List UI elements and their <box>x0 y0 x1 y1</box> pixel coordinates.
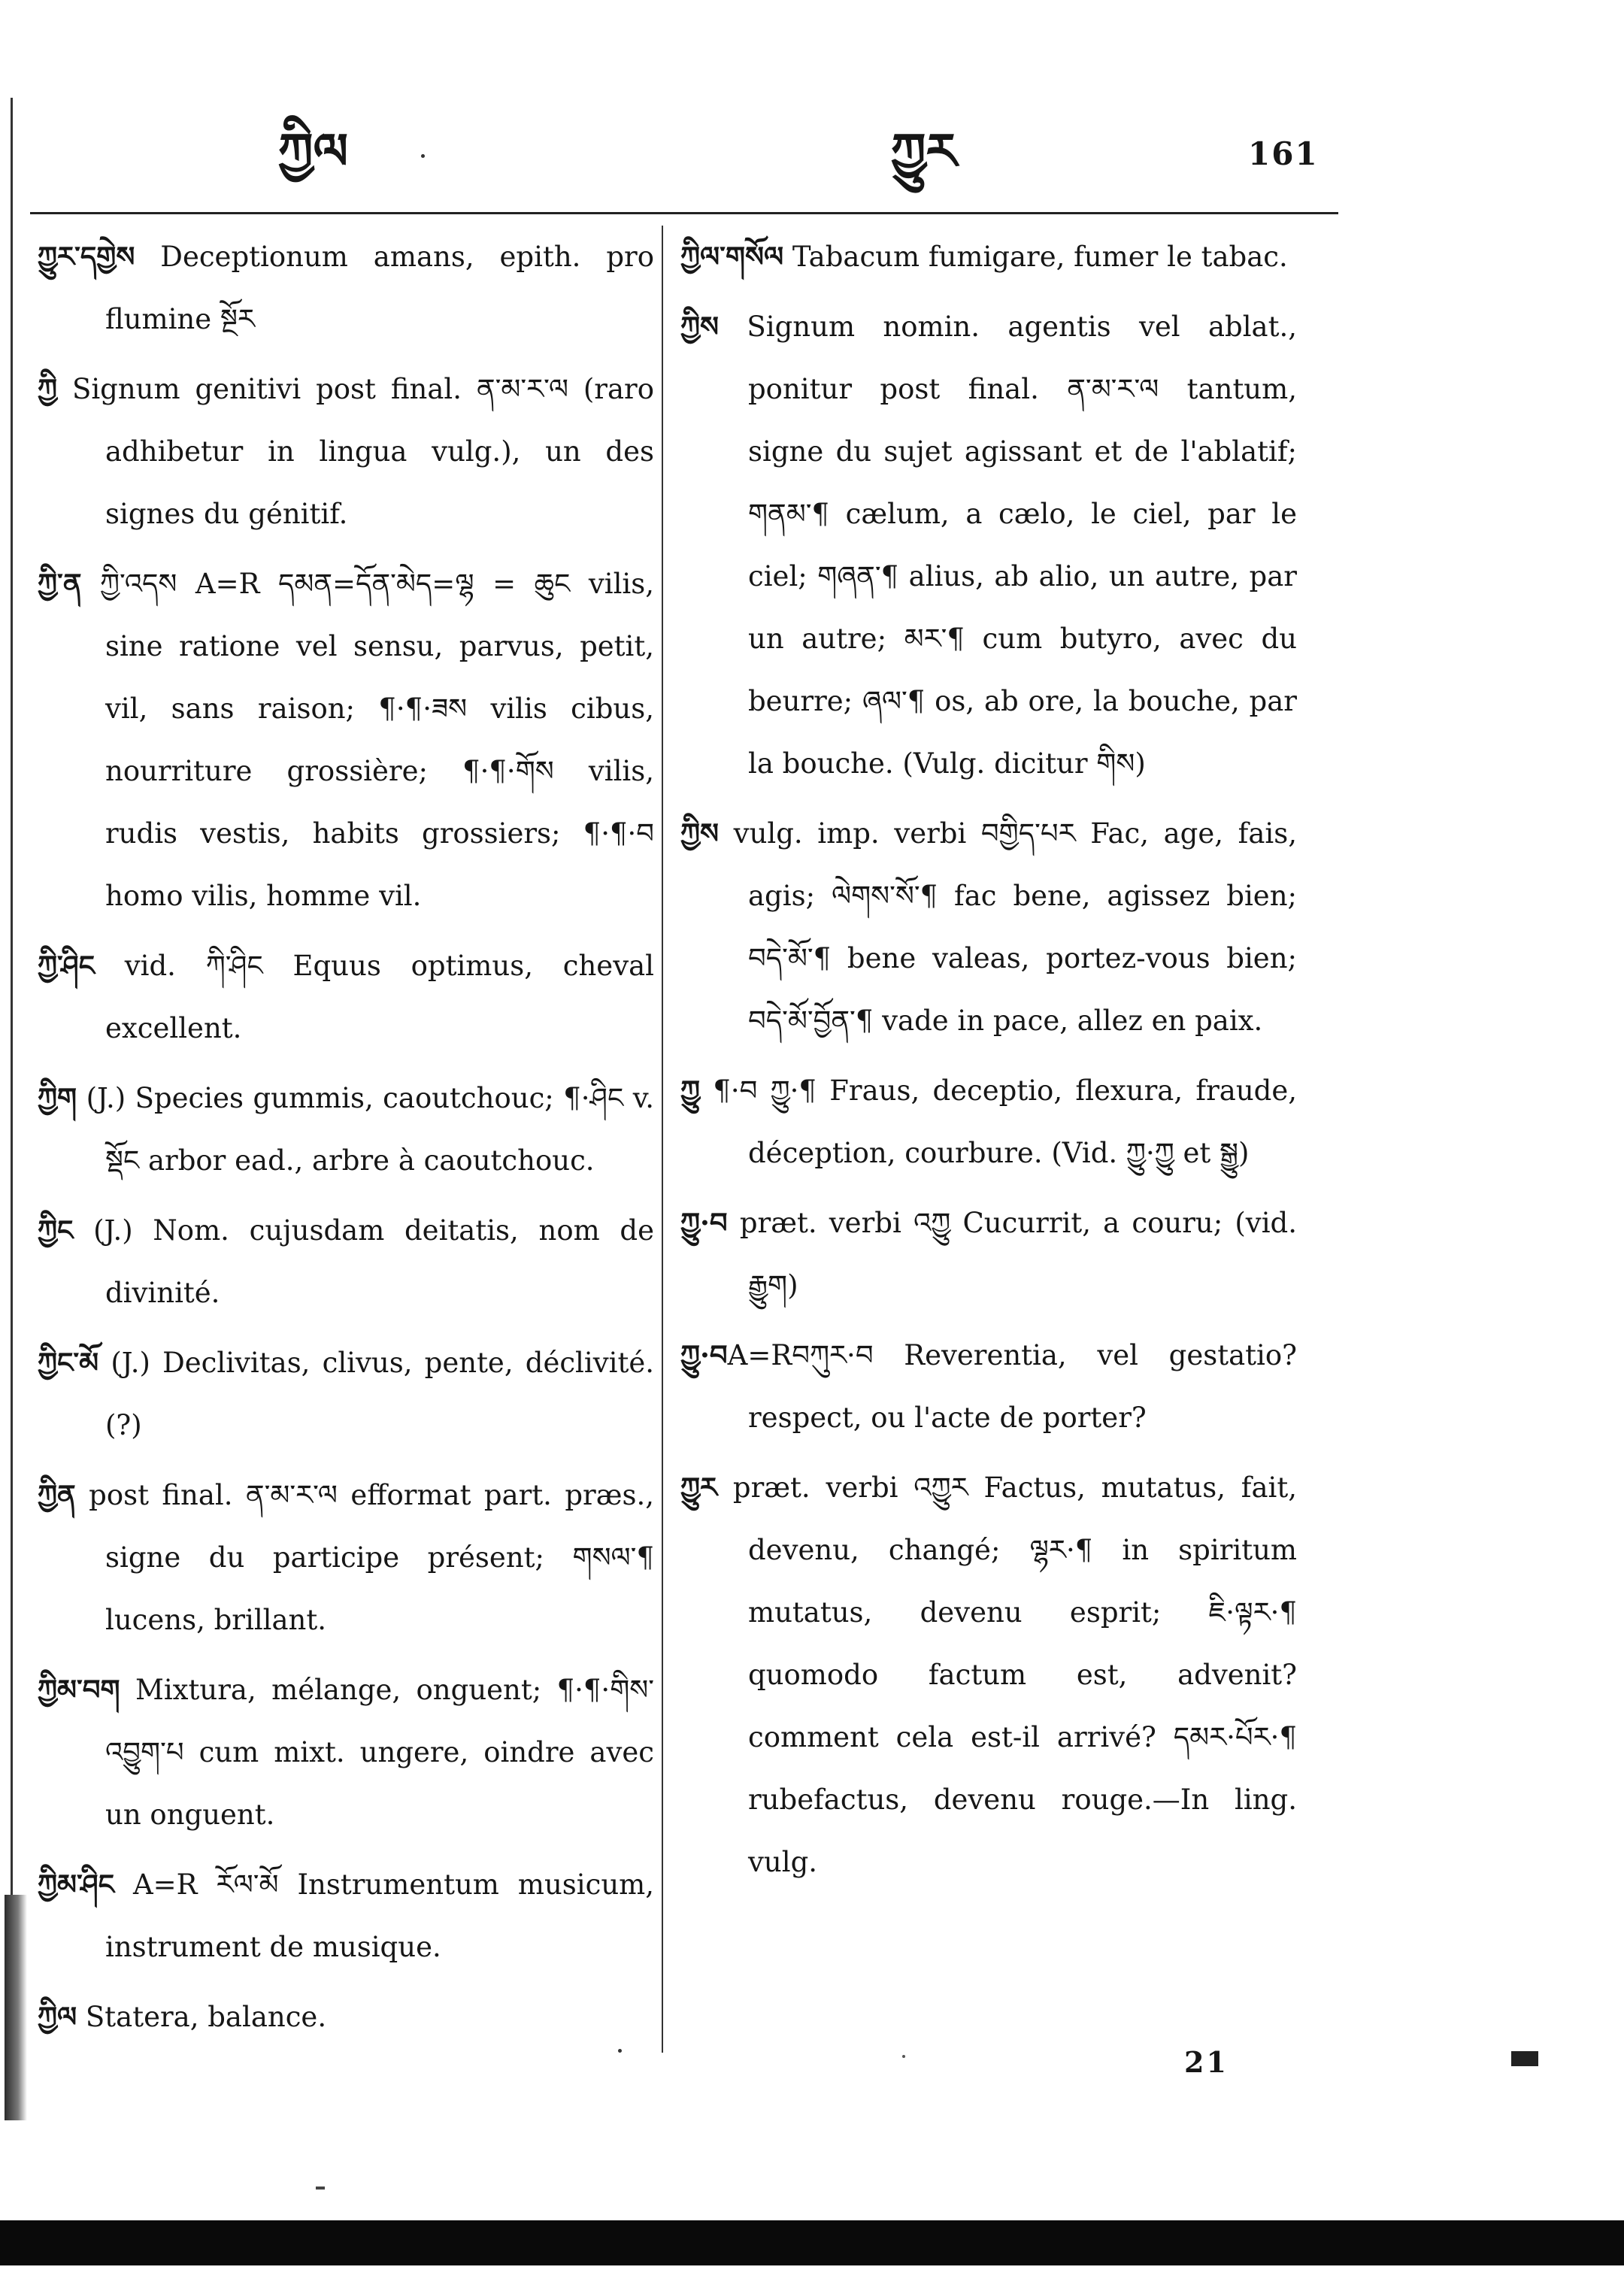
entry-definition: ཀྱི་འདས A=R དམན=དོན་མེད=ལྷ = ཆུང vilis, sine ratione vel sensu, parvus, petit, vil, sans raison; ¶·¶·ཟས vilis cibus, nourriture grossière; ¶·¶·གོས vilis, rudis vestis, habits grossiers; ¶·¶·བ homo vilis, homme vil. <box>81 568 654 912</box>
entry-headword: ཀྱུ·བ <box>680 1338 728 1371</box>
entry-headword: ཀྱིམ་ཤིང <box>38 1868 114 1901</box>
stray-ink-dot <box>902 2055 905 2058</box>
scan-bottom-bar <box>0 2220 1624 2265</box>
entry-headword: ཀྱིན <box>38 1478 76 1511</box>
dictionary-entry <box>38 226 654 350</box>
dictionary-entry <box>680 1324 1297 1449</box>
entry-definition: Signum nomin. agentis vel ablat., ponitur post final. ན་མ་ར་ལ tantum, signe du sujet agissant et de l'ablatif; གནམ་¶ cælum, a cælo, le ciel, par le ciel; གཞན་¶ alius, ab alio, un autre, par un autre; མར་¶ cum butyro, avec du beurre; ཞལ་¶ os, ab ore, la bouche, par la bouche. (Vulg. dicitur གིས) <box>719 311 1297 780</box>
page-number: 161 <box>1248 135 1319 172</box>
entry-headword: ཀྱུ <box>680 1074 701 1107</box>
entry-headword: ཀྱི <box>38 372 58 405</box>
stray-ink-dot <box>618 2049 622 2053</box>
dictionary-entry <box>680 295 1297 795</box>
dictionary-entry <box>38 358 654 545</box>
entry-headword: ཀྱུ·བ <box>680 1206 728 1239</box>
entry-headword: ཀྱིག <box>38 1081 77 1114</box>
header-dot <box>421 154 425 158</box>
entry-headword: ཀྱིམ་བག <box>38 1673 120 1706</box>
scan-edge-shadow <box>5 1895 27 2120</box>
entry-definition: A=R རོལ་མོ Instrumentum musicum, instrument de musique. <box>105 1868 654 1963</box>
dictionary-entry <box>38 1199 654 1324</box>
entry-headword: ཀྱུར <box>680 1471 718 1504</box>
entry-headword: ཀྱི་ཤིང <box>38 949 95 982</box>
margin-ink-mark <box>1511 2051 1538 2066</box>
entry-headword: ཀྱིས <box>680 310 720 343</box>
stray-ink-dash <box>316 2187 325 2190</box>
entry-headword: ཀྱིལ <box>38 2000 77 2033</box>
dictionary-entry <box>38 1659 654 1846</box>
entry-definition: Mixtura, mélange, onguent; ¶·¶·གིས་འབྱུག་པ cum mixt. ungere, oindre avec un onguent. <box>105 1674 654 1831</box>
entry-definition: (J.) Declivitas, clivus, pente, déclivité. (?) <box>98 1347 654 1441</box>
entry-definition: Statera, balance. <box>77 2001 327 2033</box>
entry-definition: post final. ན་མ་ར་ལ efformat part. præs., signe du participe présent; གསལ་¶ lucens, brillant. <box>75 1479 654 1636</box>
entry-definition: A=Rབཀུར·བ Reverentia, vel gestatio? respect, ou l'acte de porter? <box>727 1339 1297 1434</box>
header-rule <box>30 212 1338 214</box>
entry-definition: Deceptionum amans, epith. pro flumine སྔོར <box>105 241 654 335</box>
entry-headword: ཀྱིང་མོ <box>38 1346 99 1379</box>
entry-definition: vulg. imp. verbi བགྱིད་པར Fac, age, fais, agis; ལེགས་སོ་¶ fac bene, agissez bien; བདེ་མོ་¶ bene valeas, portez-vous bien; བདེ་མོ་བྱོན་¶ vade in pace, allez en paix. <box>719 817 1297 1037</box>
entry-definition: Signum genitivi post final. ན་མ་ར་ལ (raro adhibetur in lingua vulg.), un des signes du génitif. <box>57 373 654 530</box>
dictionary-entry <box>680 802 1297 1052</box>
entry-headword: ཀྱིང <box>38 1214 74 1247</box>
dictionary-entry <box>38 1853 654 1978</box>
dictionary-entry <box>38 1067 654 1192</box>
dictionary-entry <box>680 226 1297 288</box>
column-divider <box>662 226 663 2053</box>
right-column <box>680 226 1297 1901</box>
entry-definition: ¶·བ ཀྱུ·¶ Fraus, deceptio, flexura, fraude, déception, courbure. (Vid. ཀྱུ·ཀྱུ et སྒྱུ) <box>700 1074 1297 1169</box>
guide-word-left: ཀྱིལ <box>278 122 349 180</box>
dictionary-entry <box>680 1059 1297 1184</box>
entry-headword: ཀྱིས <box>680 817 720 850</box>
dictionary-entry <box>680 1192 1297 1317</box>
dictionary-entry <box>38 553 654 927</box>
signature-mark: 21 <box>1184 2045 1229 2079</box>
entry-definition: vid. ཀི་ཤིང Equus optimus, cheval excellent. <box>94 950 654 1044</box>
dictionary-entry <box>680 1456 1297 1893</box>
dictionary-entry <box>38 1332 654 1456</box>
entry-headword: ཀྱུར་དགྱེས <box>38 240 135 273</box>
dictionary-entry <box>38 1464 654 1651</box>
entry-definition: præt. verbi འཀྱུར Factus, mutatus, fait, devenu, changé; ལྷར·¶ in spiritum mutatus, devenu esprit; ཇི·ལྟར·¶ quomodo factum est, advenit? comment cela est-il arrivé? དམར·པོར·¶ rubefactus, devenu rouge.—In ling. vulg. <box>717 1471 1297 1878</box>
guide-word-right: ཀྱུར <box>891 122 957 180</box>
entry-headword: ཀྱིལ་གསོལ <box>680 240 784 273</box>
entry-definition: (J.) Species gummis, caoutchouc; ¶·ཤིང v. སྡོང arbor ead., arbre à caoutchouc. <box>77 1082 654 1177</box>
dictionary-entry <box>38 935 654 1059</box>
entry-definition: præt. verbi འཀྱུ Cucurrit, a couru; (vid. རྒྱུག) <box>727 1207 1297 1302</box>
entry-headword: ཀྱི་ན <box>38 567 82 600</box>
left-column <box>38 226 654 2056</box>
scan-edge-line <box>11 98 13 1932</box>
entry-definition: (J.) Nom. cujusdam deitatis, nom de divinité. <box>73 1214 654 1309</box>
entry-definition: Tabacum fumigare, fumer le tabac. <box>783 241 1288 273</box>
dictionary-entry <box>38 1986 654 2048</box>
